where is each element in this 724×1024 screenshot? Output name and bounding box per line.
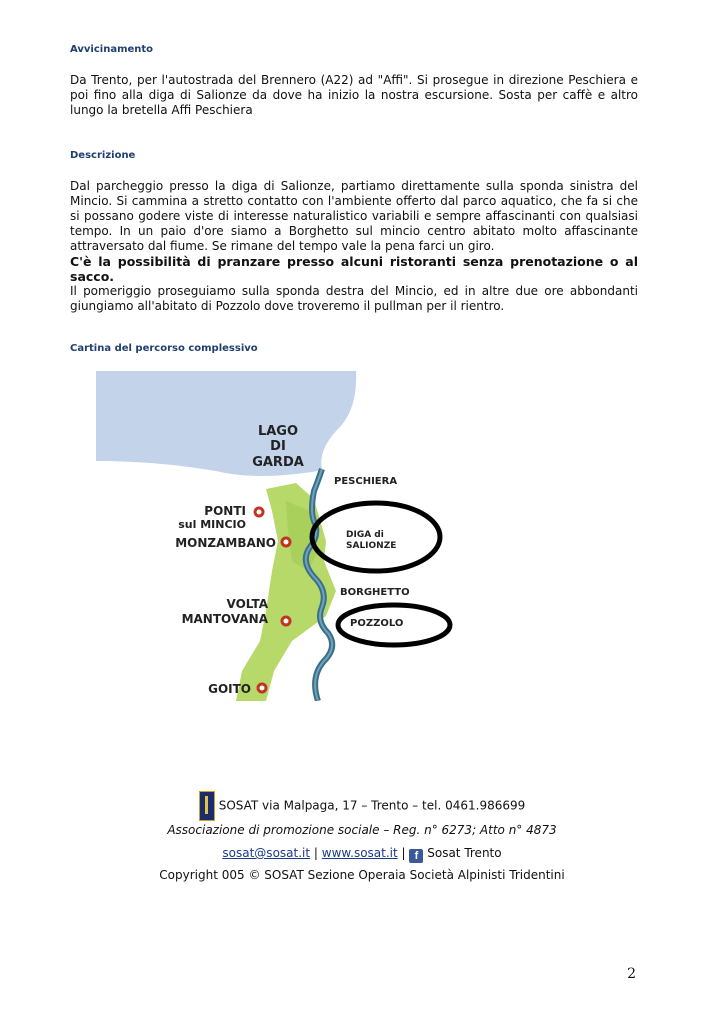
label-goito: GOITO xyxy=(208,682,251,696)
separator: | xyxy=(401,846,406,860)
town-dot-volta xyxy=(282,617,290,625)
approach-text xyxy=(70,73,638,118)
label-lake-3: GARDA xyxy=(252,455,304,470)
approach-heading: Avvicinamento xyxy=(70,44,154,55)
label-ponti-1: PONTI xyxy=(204,504,246,518)
label-pozzolo: POZZOLO xyxy=(350,618,404,629)
description-paragraph-1: Dal parcheggio presso la diga di Salionze, partiamo direttamente sulla sponda sinistra del Mincio. Si cammina a stretto contatto con l'ambiente offerto dal parco aquatico, che fa si che si possano godere viste di interesse naturalistico variabili e sempre affascinanti con qualsiasi tempo. In un paio d'ore siamo a Borghetto sul mincio centro abitato molto affascinante attraversato dal fiume. Se rimane del tempo vale la pena farci un giro. xyxy=(70,179,638,253)
label-lake-1: LAGO xyxy=(257,424,299,439)
label-volta-2: MANTOVANA xyxy=(181,612,268,626)
approach-paragraph: Da Trento, per l'autostrada del Brennero (A22) ad "Affi". Si prosegue in direzione Peschiera e poi fino alla diga di Salionze da dove ha inizio la nostra escursione. Sosta per caffè e altro lungo la bretella Affi Peschiera xyxy=(70,73,638,117)
page-number: 2 xyxy=(627,966,636,982)
town-dot-goito xyxy=(258,684,266,692)
label-ponti-2: sul MINCIO xyxy=(178,518,246,531)
label-diga-2: SALIONZE xyxy=(346,541,397,551)
sosat-logo-icon xyxy=(199,791,215,821)
footer-copyright: Copyright 005 © SOSAT Sezione Operaia Società Alpinisti Tridentini xyxy=(159,868,565,882)
description-bold-note: C'è la possibilità di pranzare presso alcuni ristoranti senza prenotazione o al sacco. xyxy=(70,254,638,284)
facebook-icon[interactable]: f xyxy=(409,849,423,863)
label-borghetto: BORGHETTO xyxy=(340,587,410,598)
label-lake-2: DI xyxy=(270,439,286,454)
description-paragraph-2: Il pomeriggio proseguiamo sulla sponda destra del Mincio, ed in altre due ore abbondanti giungiamo all'abitato di Pozzolo dove troveremo il pullman per il rientro. xyxy=(70,284,638,313)
footer-contacts xyxy=(0,846,724,863)
footer-address: SOSAT via Malpaga, 17 – Trento – tel. 0461.986699 xyxy=(218,798,526,813)
town-dot-monzambano xyxy=(282,538,290,546)
label-volta-1: VOLTA xyxy=(226,597,268,611)
description-text xyxy=(70,179,638,314)
label-peschiera: PESCHIERA xyxy=(334,476,398,487)
facebook-link[interactable]: Sosat Trento xyxy=(427,846,502,860)
description-heading: Descrizione xyxy=(70,150,136,161)
lake-garda xyxy=(96,371,356,476)
town-dot-ponti xyxy=(255,508,263,516)
email-link[interactable]: sosat@sosat.it xyxy=(222,846,311,860)
website-link[interactable]: www.sosat.it xyxy=(321,846,398,860)
footer-address-line xyxy=(0,791,724,821)
route-map xyxy=(96,371,636,701)
footer-association: Associazione di promozione sociale – Reg. n° 6273; Atto n° 4873 xyxy=(167,823,557,837)
map-heading: Cartina del percorso complessivo xyxy=(70,343,258,354)
separator: | xyxy=(313,846,318,860)
label-monzambano: MONZAMBANO xyxy=(175,536,276,550)
label-diga-1: DIGA di xyxy=(346,530,384,540)
